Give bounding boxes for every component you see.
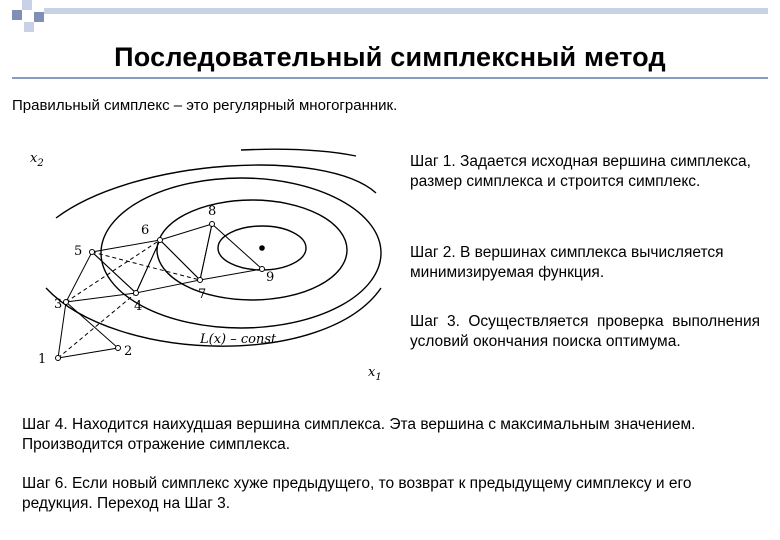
vertex-label: 8 bbox=[208, 204, 217, 219]
vertex-point bbox=[210, 222, 215, 227]
vertex-label: 3 bbox=[54, 297, 63, 312]
vertex-point bbox=[56, 356, 61, 361]
vertex-point bbox=[260, 267, 265, 272]
step-1: Шаг 1. Задается исходная вершина симплекса, размер симплекса и строится симплекс. bbox=[410, 153, 751, 190]
simplex-diagram bbox=[26, 148, 396, 386]
header-bar bbox=[44, 8, 768, 14]
step-4: Шаг 4. Находится наихудшая вершина симплекса. Эта вершина с максимальным значением. Производится отражение симплекса. bbox=[22, 416, 696, 453]
optimum-point bbox=[259, 245, 265, 251]
vertex-label: 2 bbox=[124, 344, 133, 359]
vertex-point bbox=[134, 291, 139, 296]
step-2: Шаг 2. В вершинах симплекса вычисляется минимизируемая функция. bbox=[410, 244, 724, 281]
deco-square bbox=[12, 10, 22, 20]
vertex-label: 4 bbox=[134, 299, 143, 314]
corner-decoration bbox=[0, 0, 780, 44]
title-divider bbox=[12, 77, 768, 79]
page-title: Последовательный симплексный метод bbox=[114, 42, 666, 72]
deco-square bbox=[24, 22, 34, 32]
step-3: Шаг 3. Осуществляется проверка выполнения условий окончания поиска оптимума. bbox=[410, 313, 760, 350]
vertex-label: 9 bbox=[266, 270, 275, 285]
axis-y-label: $x_2$ bbox=[30, 151, 44, 169]
vertex-point bbox=[198, 278, 203, 283]
vertex-point bbox=[158, 238, 163, 243]
vertex-label: 1 bbox=[38, 352, 47, 367]
contour-top-arc bbox=[241, 149, 356, 156]
deco-square bbox=[22, 0, 32, 10]
contour-label: L(x) – const bbox=[200, 332, 277, 347]
vertex-label: 5 bbox=[74, 244, 83, 259]
subtitle: Правильный симплекс – это регулярный многогранник. bbox=[12, 97, 398, 114]
vertex-label: 6 bbox=[141, 223, 150, 238]
deco-square bbox=[34, 12, 44, 22]
vertex-point bbox=[64, 300, 69, 305]
simplex-1-2-3 bbox=[58, 302, 118, 358]
contour-3 bbox=[157, 200, 347, 300]
step-6: Шаг 6. Если новый симплекс хуже предыдущего, то возврат к предыдущему симплексу и его редукция. Переход на Шаг 3. bbox=[22, 475, 692, 512]
vertex-point bbox=[90, 250, 95, 255]
vertex-label: 7 bbox=[198, 287, 207, 302]
vertex-point bbox=[116, 346, 121, 351]
axis-x-label: $x_1$ bbox=[368, 365, 382, 383]
